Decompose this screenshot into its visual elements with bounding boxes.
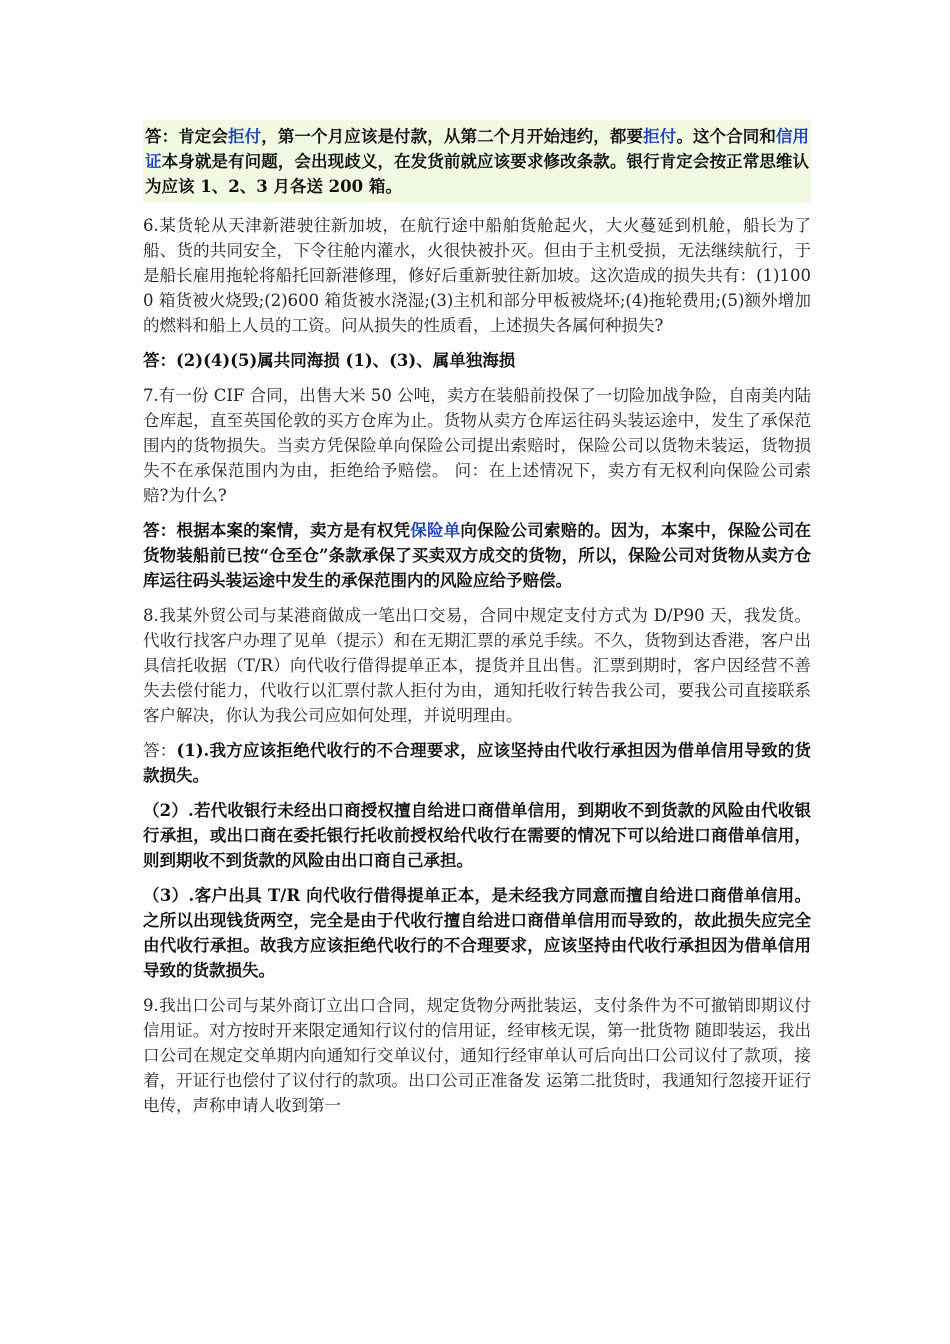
- link-baoxiandan[interactable]: 保险单: [410, 521, 461, 540]
- question-6: 6.某货轮从天津新港驶往新加坡，在航行途中船舶货舱起火，大火蔓延到机舱，船长为了船、货的共同安全，下令往舱内灌水，火很快被扑灭。但由于主机受损，无法继续航行，于是船长雇用拖轮将船托回新港修理，修好后重新驶往新加坡。这次造成的损失共有：(1)1000 箱货被火烧毁;(2)600 箱货被水浇湿;(3)主机和部分甲板被烧坏;(4)拖轮费用;(5)额外增加的燃料和船上人员的工资。问从损失的性质看，上述损失各属何种损失?: [143, 216, 811, 335]
- answer-8-part-3: （3）.客户出具 T/R 向代收行借得提单正本，是未经我方同意而擅自给进口商借单信用。之所以出现钱货两空，完全是由于代收行擅自给进口商借单信用而导致的，故此损失应完全由代收行承担。故我方应该拒绝代收行的不合理要求，应该坚持由代收行承担因为借单信用导致的货款损失。: [143, 886, 811, 980]
- answer-7-text-1: 答：根据本案的案情，卖方是有权凭: [143, 521, 411, 540]
- link-jufu-1[interactable]: 拒付: [228, 127, 262, 146]
- answer-8-part-2: （2）.若代收银行未经出口商授权擅自给进口商借单信用，到期收不到货款的风险由代收银行承担，或出口商在委托银行托收前授权给代收行在需要的情况下可以给进口商借单信用，则到期收不到货款的风险由出口商自己承担。: [143, 801, 811, 870]
- answer-8-prefix: 答：: [143, 741, 177, 760]
- link-xinyongzheng[interactable]: 信用证: [145, 127, 810, 171]
- answer-5-text-1: 答：肯定会: [145, 127, 229, 146]
- question-7: 7.有一份 CIF 合同，出售大米 50 公吨，卖方在装船前投保了一切险加战争险，自南美内陆仓库起，直至英国伦敦的买方仓库为止。货物从卖方仓库运往码头装运途中，发生了承保范围内的货物损失。当卖方凭保险单向保险公司提出索赔时，保险公司以货物未装运，货物损失不在承保范围内为由，拒绝给予赔偿。 问：在上述情况下，卖方有无权利向保险公司索赔?为什么?: [143, 386, 811, 505]
- answer-5: [143, 120, 811, 203]
- answer-6: 答：(2)(4)(5)属共同海损 (1)、(3)、属单独海损: [143, 351, 516, 370]
- answer-8-part-1: [143, 738, 811, 788]
- answer-8-part-1-text: (1).我方应该拒绝代收行的不合理要求，应该坚持由代收行承担因为借单信用导致的货款损失。: [143, 741, 812, 785]
- document-body: [143, 120, 811, 1128]
- question-8: 8.我某外贸公司与某港商做成一笔出口交易，合同中规定支付方式为 D/P90 天，我发货。代收行找客户办理了见单（提示）和在无期汇票的承兑手续。不久，货物到达香港，客户出具信托收据（T/R）向代收行借得提单正本，提货并且出售。汇票到期时，客户因经营不善失去偿付能力，代收行以汇票付款人拒付为由，通知托收行转告我公司，要我公司直接联系客户解决，你认为我公司应如何处理，并说明理由。: [143, 606, 811, 725]
- answer-5-text-2: ，第一个月应该是付款，从第二个月开始违约，都要: [261, 127, 644, 146]
- answer-5-text-3: 。这个合同和: [676, 127, 776, 146]
- answer-7: [143, 518, 811, 593]
- link-jufu-2[interactable]: 拒付: [643, 127, 677, 146]
- answer-5-text-4: 本身就是有问题，会出现歧义，在发货前就应该要求修改条款。银行肯定会按正常思维认为应该 1、2、3 月各送 200 箱。: [145, 152, 810, 196]
- question-9: 9.我出口公司与某外商订立出口合同，规定货物分两批装运，支付条件为不可撤销即期议付信用证。对方按时开来限定通知行议付的信用证，经审核无误，第一批货物 随即装运，我出口公司在规定交单期内向通知行交单议付，通知行经审单认可后向出口公司议付了款项，接着，开证行也偿付了议付行的款项。出口公司正准备发 运第二批货时，我通知行忽接开证行电传，声称申请人收到第一: [143, 996, 811, 1115]
- answer-7-text-2: 向保险公司索赔的。因为，本案中，保险公司在货物装船前已按“仓至仓”条款承保了买卖双方成交的货物，所以，保险公司对货物从卖方仓库运往码头装运途中发生的承保范围内的风险应给予赔偿。: [143, 521, 812, 590]
